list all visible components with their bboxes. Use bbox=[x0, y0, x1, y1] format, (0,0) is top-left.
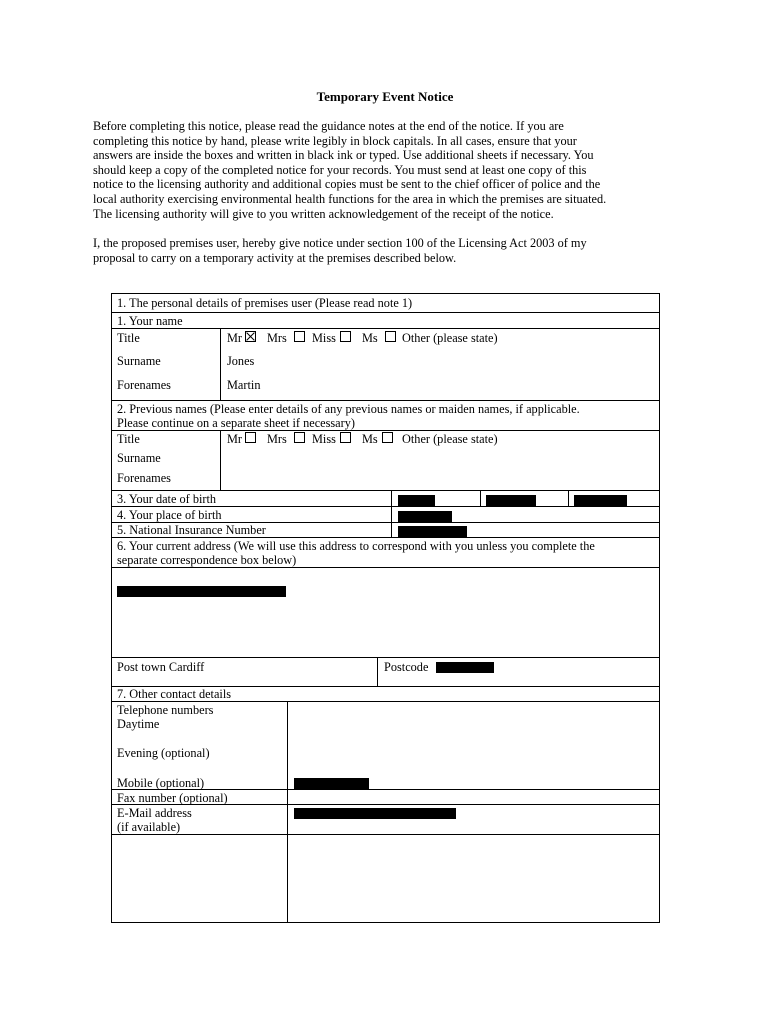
column-divider bbox=[377, 657, 378, 686]
previous-names-note: Please continue on a separate sheet if necessary) bbox=[117, 416, 355, 430]
prev-title-label: Title bbox=[117, 432, 140, 446]
post-town: Post town Cardiff bbox=[117, 660, 205, 674]
redacted-address bbox=[117, 586, 286, 597]
intro-line: local authority exercising environmental health functions for the area in which the premises are situated. bbox=[93, 191, 607, 206]
row-divider bbox=[112, 657, 659, 658]
postcode-label: Postcode bbox=[384, 660, 429, 674]
redacted-postcode bbox=[436, 662, 494, 673]
row-divider bbox=[112, 400, 659, 401]
previous-names-header: 2. Previous names (Please enter details of any previous names or maiden names, if applicable. bbox=[117, 402, 580, 416]
row-divider bbox=[112, 312, 659, 313]
surname-label: Surname bbox=[117, 354, 161, 368]
intro-line: The licensing authority will give to you written acknowledgement of the receipt of the notice. bbox=[93, 206, 554, 221]
redacted-dob-day bbox=[398, 495, 435, 506]
prev-option-mrs-label: Mrs bbox=[267, 432, 287, 446]
option-miss-label: Miss bbox=[312, 331, 336, 345]
name-header: 1. Your name bbox=[117, 314, 183, 328]
column-divider bbox=[220, 328, 221, 400]
redacted-mobile bbox=[294, 778, 369, 789]
column-divider bbox=[220, 430, 221, 490]
prev-option-other-label: Other (please state) bbox=[402, 432, 498, 446]
mr-checkbox[interactable] bbox=[245, 331, 256, 342]
address-header: 6. Your current address (We will use this address to correspond with you unless you complete the bbox=[117, 539, 595, 553]
telephone-label: Telephone numbers bbox=[117, 703, 214, 717]
row-divider bbox=[112, 537, 659, 538]
option-other-label: Other (please state) bbox=[402, 331, 498, 345]
column-divider bbox=[480, 490, 481, 506]
ms-checkbox[interactable] bbox=[385, 331, 396, 342]
prev-forenames-label: Forenames bbox=[117, 471, 171, 485]
row-divider bbox=[112, 430, 659, 431]
forenames-value[interactable]: Martin bbox=[227, 378, 261, 392]
option-ms-label: Ms bbox=[362, 331, 378, 345]
title-label: Title bbox=[117, 331, 140, 345]
prev-mr-checkbox[interactable] bbox=[245, 432, 256, 443]
ni-label: 5. National Insurance Number bbox=[117, 523, 266, 537]
redacted-dob-month bbox=[486, 495, 536, 506]
intro-line: Before completing this notice, please read the guidance notes at the end of the notice. If you are bbox=[93, 119, 564, 133]
intro-line: completing this notice by hand, please write legibly in block capitals. In all cases, ensure that your bbox=[93, 133, 577, 148]
dob-label: 3. Your date of birth bbox=[117, 492, 217, 506]
column-divider bbox=[568, 490, 569, 506]
document-title: Temporary Event Notice bbox=[316, 89, 454, 104]
personal-details-form bbox=[111, 293, 660, 923]
evening-label: Evening (optional) bbox=[117, 746, 210, 760]
column-divider bbox=[287, 701, 288, 922]
surname-value[interactable]: Jones bbox=[227, 354, 255, 368]
declaration-paragraph bbox=[93, 236, 673, 265]
row-divider bbox=[112, 328, 659, 329]
address-note: separate correspondence box below) bbox=[117, 553, 297, 567]
prev-option-ms-label: Ms bbox=[362, 432, 378, 446]
prev-option-mr-label: Mr bbox=[227, 432, 243, 446]
section-header: 1. The personal details of premises user (Please read note 1) bbox=[117, 296, 413, 310]
prev-miss-checkbox[interactable] bbox=[340, 432, 351, 443]
redacted-place-of-birth bbox=[398, 511, 452, 522]
intro-line: answers are inside the boxes and written in black ink or typed. Use additional sheets if necessary. You bbox=[93, 148, 594, 163]
mrs-checkbox[interactable] bbox=[294, 331, 305, 342]
row-divider bbox=[112, 701, 659, 702]
intro-line: notice to the licensing authority and additional copies must be sent to the chief officer of police and the bbox=[93, 177, 601, 192]
intro-paragraph bbox=[93, 119, 673, 221]
row-divider bbox=[112, 567, 659, 568]
option-mr-label: Mr bbox=[227, 331, 243, 345]
redacted-ni-number bbox=[398, 526, 467, 537]
forenames-label: Forenames bbox=[117, 378, 171, 392]
redacted-dob-year bbox=[574, 495, 627, 506]
prev-mrs-checkbox[interactable] bbox=[294, 432, 305, 443]
email-label: E-Mail address bbox=[117, 806, 192, 820]
contact-header: 7. Other contact details bbox=[117, 687, 232, 701]
option-mrs-label: Mrs bbox=[267, 331, 287, 345]
row-divider bbox=[112, 834, 659, 835]
prev-option-miss-label: Miss bbox=[312, 432, 336, 446]
mobile-label: Mobile (optional) bbox=[117, 776, 205, 790]
intro-line: should keep a copy of the completed notice for your records. You must send at least one copy of this bbox=[93, 162, 587, 177]
daytime-label: Daytime bbox=[117, 717, 160, 731]
redacted-email bbox=[294, 808, 456, 819]
fax-label: Fax number (optional) bbox=[117, 791, 228, 805]
miss-checkbox[interactable] bbox=[340, 331, 351, 342]
row-divider bbox=[112, 490, 659, 491]
email-label-note: (if available) bbox=[117, 820, 181, 834]
declaration-line: I, the proposed premises user, hereby give notice under section 100 of the Licensing Act 2003 of my bbox=[93, 236, 587, 250]
pob-label: 4. Your place of birth bbox=[117, 508, 222, 522]
prev-surname-label: Surname bbox=[117, 451, 161, 465]
column-divider bbox=[391, 490, 392, 537]
prev-ms-checkbox[interactable] bbox=[382, 432, 393, 443]
row-divider bbox=[112, 506, 659, 507]
declaration-line: proposal to carry on a temporary activity at the premises described below. bbox=[93, 250, 457, 265]
